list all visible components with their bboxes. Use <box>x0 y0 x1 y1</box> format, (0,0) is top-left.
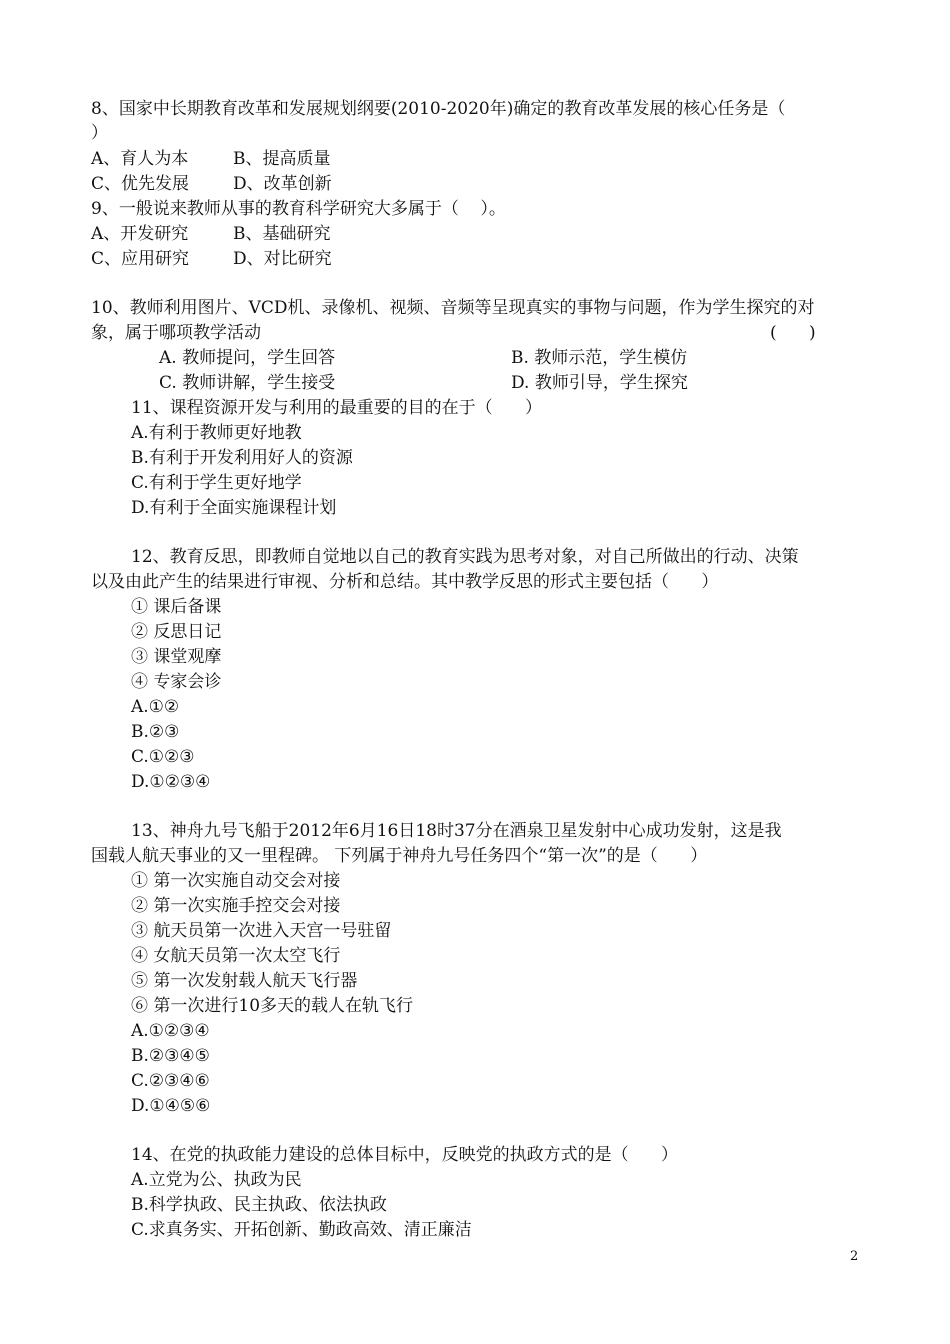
q13-stem-line2: 国载人航天事业的又一里程碑。 下列属于神舟九号任务四个“第一次”的是（ ） <box>91 846 708 866</box>
q13-item-1: ① 第一次实施自动交会对接 <box>131 871 341 891</box>
q12-stem-line1: 12、教育反思，即教师自觉地以自己的教育实践为思考对象，对自己所做出的行动、决策 <box>131 547 799 567</box>
q12-option-b: B.②③ <box>131 722 180 742</box>
q9-option-c: C、应用研究 <box>91 249 190 269</box>
q10-option-a: A. 教师提问，学生回答 <box>159 348 336 368</box>
q13-item-6: ⑥ 第一次进行10多天的载人在轨飞行 <box>131 996 414 1016</box>
q10-answer-blank: ( ) <box>770 323 816 343</box>
q12-item-1: ① 课后备课 <box>131 597 222 617</box>
q8-stem-line2: ） <box>91 123 108 143</box>
q13-option-b: B.②③④⑤ <box>131 1046 210 1066</box>
q9-stem: 9、一般说来教师从事的教育科学研究大多属于（ ）。 <box>91 199 506 219</box>
q8-stem-line1: 8、国家中长期教育改革和发展规划纲要(2010-2020年)确定的教育改革发展的核心任务是（ <box>91 99 786 119</box>
q11-option-d: D.有利于全面实施课程计划 <box>131 498 337 518</box>
q13-option-d: D.①④⑤⑥ <box>131 1096 211 1116</box>
q8-option-b: B、提高质量 <box>233 149 331 169</box>
q13-stem-line1: 13、神舟九号飞船于2012年6月16日18时37分在酒泉卫星发射中心成功发射，这是我 <box>131 821 782 841</box>
q8-option-c: C、优先发展 <box>91 174 190 194</box>
q12-option-d: D.①②③④ <box>131 772 211 792</box>
q11-option-a: A.有利于教师更好地教 <box>131 423 302 443</box>
q10-option-b: B. 教师示范，学生模仿 <box>511 348 688 368</box>
q11-option-b: B.有利于开发利用好人的资源 <box>131 448 353 468</box>
q12-option-c: C.①②③ <box>131 747 195 767</box>
q14-stem: 14、在党的执政能力建设的总体目标中，反映党的执政方式的是（ ） <box>131 1145 679 1165</box>
q12-item-2: ② 反思日记 <box>131 622 222 642</box>
q8-option-a: A、育人为本 <box>91 149 189 169</box>
q13-item-4: ④ 女航天员第一次太空飞行 <box>131 946 341 966</box>
q12-item-4: ④ 专家会诊 <box>131 672 222 692</box>
q11-stem: 11、课程资源开发与利用的最重要的目的在于（ ） <box>131 398 543 418</box>
q8-option-d: D、改革创新 <box>233 174 332 194</box>
q13-option-c: C.②③④⑥ <box>131 1071 210 1091</box>
q9-option-b: B、基础研究 <box>233 224 331 244</box>
q13-item-5: ⑤ 第一次发射载人航天飞行器 <box>131 971 358 991</box>
page-number: 2 <box>850 1249 859 1264</box>
q13-option-a: A.①②③④ <box>131 1021 210 1041</box>
q14-option-c: C.求真务实、开拓创新、勤政高效、清正廉洁 <box>131 1220 472 1240</box>
q10-option-c: C. 教师讲解，学生接受 <box>159 373 336 393</box>
q9-option-a: A、开发研究 <box>91 224 189 244</box>
q12-item-3: ③ 课堂观摩 <box>131 647 222 667</box>
q13-item-3: ③ 航天员第一次进入天宫一号驻留 <box>131 921 392 941</box>
q14-option-a: A.立党为公、执政为民 <box>131 1170 302 1190</box>
q13-item-2: ② 第一次实施手控交会对接 <box>131 896 341 916</box>
q10-option-d: D. 教师引导，学生探究 <box>511 373 688 393</box>
q12-option-a: A.①② <box>131 697 180 717</box>
q10-stem-line2: 象，属于哪项教学活动 <box>91 323 261 343</box>
q14-option-b: B.科学执政、民主执政、依法执政 <box>131 1195 387 1215</box>
q9-option-d: D、对比研究 <box>233 249 332 269</box>
q10-stem-line1: 10、教师利用图片、VCD机、录像机、视频、音频等呈现真实的事物与问题，作为学生探究的对 <box>91 298 815 318</box>
q12-stem-line2: 以及由此产生的结果进行审视、分析和总结。其中教学反思的形式主要包括（ ） <box>91 572 719 592</box>
q11-option-c: C.有利于学生更好地学 <box>131 473 302 493</box>
